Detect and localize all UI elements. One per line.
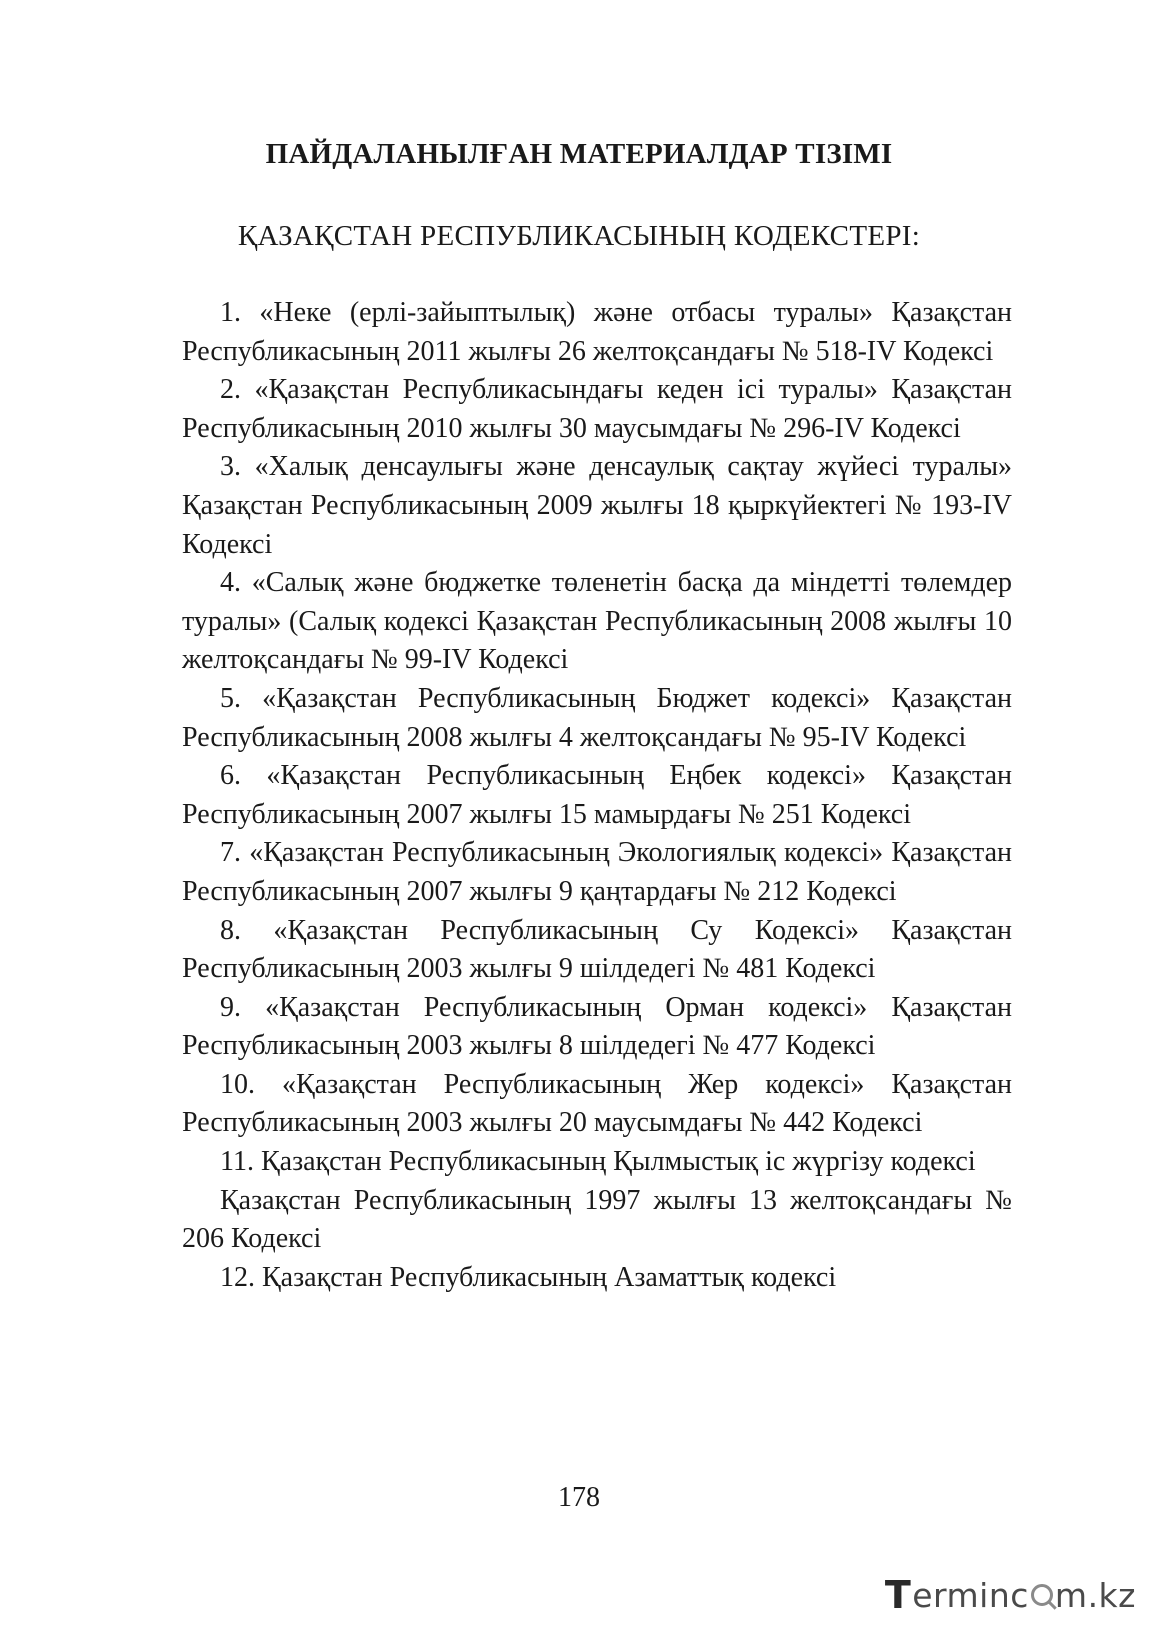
list-item: 8. «Қазақстан Республикасының Су Кодексі» Қазақстан Республикасының 2003 жылғы 9 шілдедегі № 481 Кодексі bbox=[182, 914, 1012, 985]
watermark-logo bbox=[885, 1573, 1136, 1617]
list-item: 5. «Қазақстан Республикасының Бюджет кодексі» Қазақстан Республикасының 2008 жылғы 4 желтоқсандағы № 95-IV Кодексі bbox=[182, 682, 1012, 753]
list-item: 3. «Халық денсаулығы және денсаулық сақтау жүйесі туралы» Қазақстан Республикасының 2009 жылғы 18 қыркүйектегі № 193-IV Кодексі bbox=[182, 451, 1012, 560]
watermark-text-part2: m.kz bbox=[1054, 1575, 1136, 1615]
section-subtitle: ҚАЗАҚСТАН РЕСПУБЛИКАСЫНЫҢ КОДЕКСТЕРІ: bbox=[237, 220, 921, 252]
page-title: ПАЙДАЛАНЫЛҒАН МАТЕРИАЛДАР ТІЗІМІ bbox=[265, 138, 893, 170]
list-item: 7. «Қазақстан Республикасының Экологиялық кодексі» Қазақстан Республикасының 2007 жылғы 9 қаңтардағы № 212 Кодексі bbox=[182, 837, 1012, 907]
page-number: 178 bbox=[558, 1482, 600, 1513]
list-item: 2. «Қазақстан Республикасындағы кеден ісі туралы» Қазақстан Республикасының 2010 жылғы 30 маусымдағы № 296-IV Кодексі bbox=[182, 374, 1012, 444]
list-item: Қазақстан Республикасының 1997 жылғы 13 желтоқсандағы № 206 Кодексі bbox=[182, 1184, 1012, 1255]
reference-list bbox=[182, 294, 1012, 1297]
list-item: 10. «Қазақстан Республикасының Жер кодексі» Қазақстан Республикасының 2003 жылғы 20 маусымдағы № 442 Кодексі bbox=[182, 1068, 1012, 1139]
list-item: 4. «Салық және бюджетке төленетін басқа да міндетті төлемдер туралы» (Салық кодексі Қазақстан Республикасының 2008 жылғы 10 желтоқсандағы № 99-IV Кодексі bbox=[182, 567, 1012, 676]
list-item: 12. Қазақстан Республикасының Азаматтық кодексі bbox=[220, 1261, 837, 1293]
list-item: 6. «Қазақстан Республикасының Еңбек кодексі» Қазақстан Республикасының 2007 жылғы 15 мамырдағы № 251 Кодексі bbox=[182, 760, 1012, 830]
list-item: 9. «Қазақстан Республикасының Орман кодексі» Қазақстан Республикасының 2003 жылғы 8 шілдедегі № 477 Кодексі bbox=[182, 991, 1012, 1062]
watermark-letter-t: T bbox=[884, 1573, 912, 1617]
magnifier-icon bbox=[1031, 1584, 1053, 1606]
list-item: 1. «Неке (ерлі-зайыптылық) және отбасы туралы» Қазақстан Республикасының 2011 жылғы 26 желтоқсандағы № 518-IV Кодексі bbox=[182, 297, 1012, 367]
watermark-text-part1: erminc bbox=[912, 1575, 1029, 1615]
list-item: 11. Қазақстан Республикасының Қылмыстық іс жүргізу кодексі bbox=[220, 1146, 976, 1178]
